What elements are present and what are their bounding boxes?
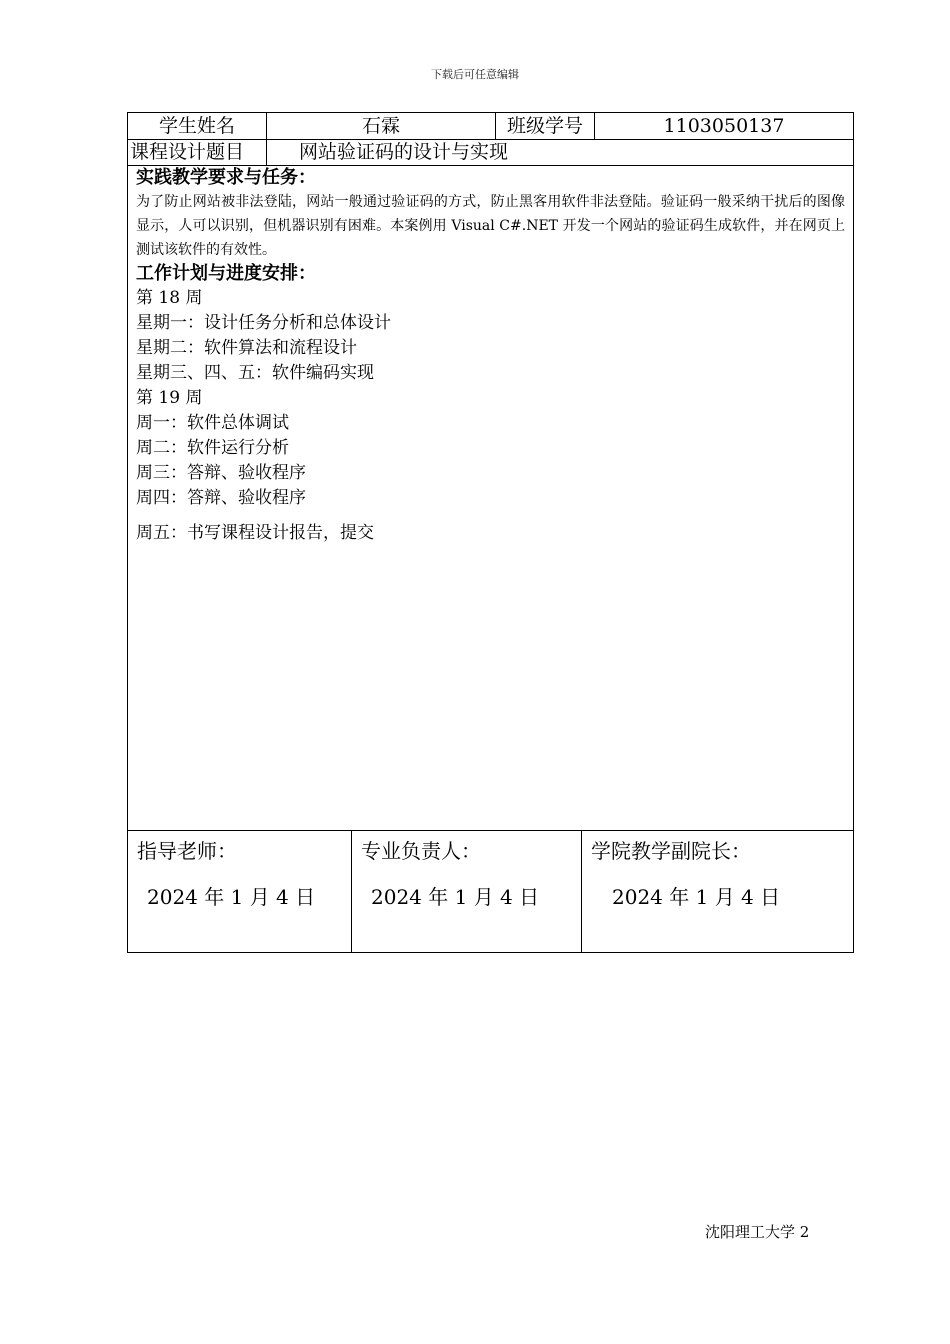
page-footer: 沈阳理工大学 2 [705,1223,810,1241]
plan-line: 第 18 周 [136,288,203,308]
signature-title: 专业负责人： [361,839,481,863]
content-area [128,166,853,831]
signature-advisor [128,831,352,952]
class-id-value: 1103050137 [663,115,785,137]
signature-major-head [352,831,582,952]
signature-row [128,831,853,952]
plan-line: 星期二：软件算法和流程设计 [136,338,357,358]
signature-date: 2024 年 1 月 4 日 [147,885,316,909]
plan-line: 星期一：设计任务分析和总体设计 [136,313,391,333]
student-info-row [128,113,853,140]
plan-line: 第 19 周 [136,388,203,408]
topic-value: 网站验证码的设计与实现 [299,141,509,163]
class-id-label: 班级学号 [496,113,595,139]
signature-title: 学院教学副院长： [591,839,751,863]
student-name-value: 石霖 [267,113,496,139]
header-note: 下载后可任意编辑 [431,68,519,81]
topic-row [128,139,853,166]
requirements-text: 为了防止网站被非法登陆，网站一般通过验证码的方式，防止黑客用软件非法登陆。验证码一般采纳干扰后的图像显示，人可以识别，但机器识别有困难。本案例用 Visual C#.NET 开发一个网站的验证码生成软件，并在网页上测试该软件的有效性。 [136,194,845,258]
plan-line: 周三：答辩、验收程序 [136,463,306,483]
course-design-form [127,112,854,953]
student-name-label: 学生姓名 [128,113,267,139]
signature-title: 指导老师： [137,839,237,863]
plan-line: 周四：答辩、验收程序 [136,488,306,508]
plan-line: 周一：软件总体调试 [136,413,289,433]
plan-line: 周五：书写课程设计报告，提交 [136,523,374,543]
plan-line: 周二：软件运行分析 [136,438,289,458]
plan-heading: 工作计划与进度安排： [136,263,316,284]
plan-line: 星期三、四、五：软件编码实现 [136,363,374,383]
signature-vice-dean [582,831,853,952]
requirements-heading: 实践教学要求与任务： [136,167,316,188]
signature-date: 2024 年 1 月 4 日 [371,885,540,909]
topic-label: 课程设计题目 [128,139,267,165]
signature-date: 2024 年 1 月 4 日 [612,885,781,909]
